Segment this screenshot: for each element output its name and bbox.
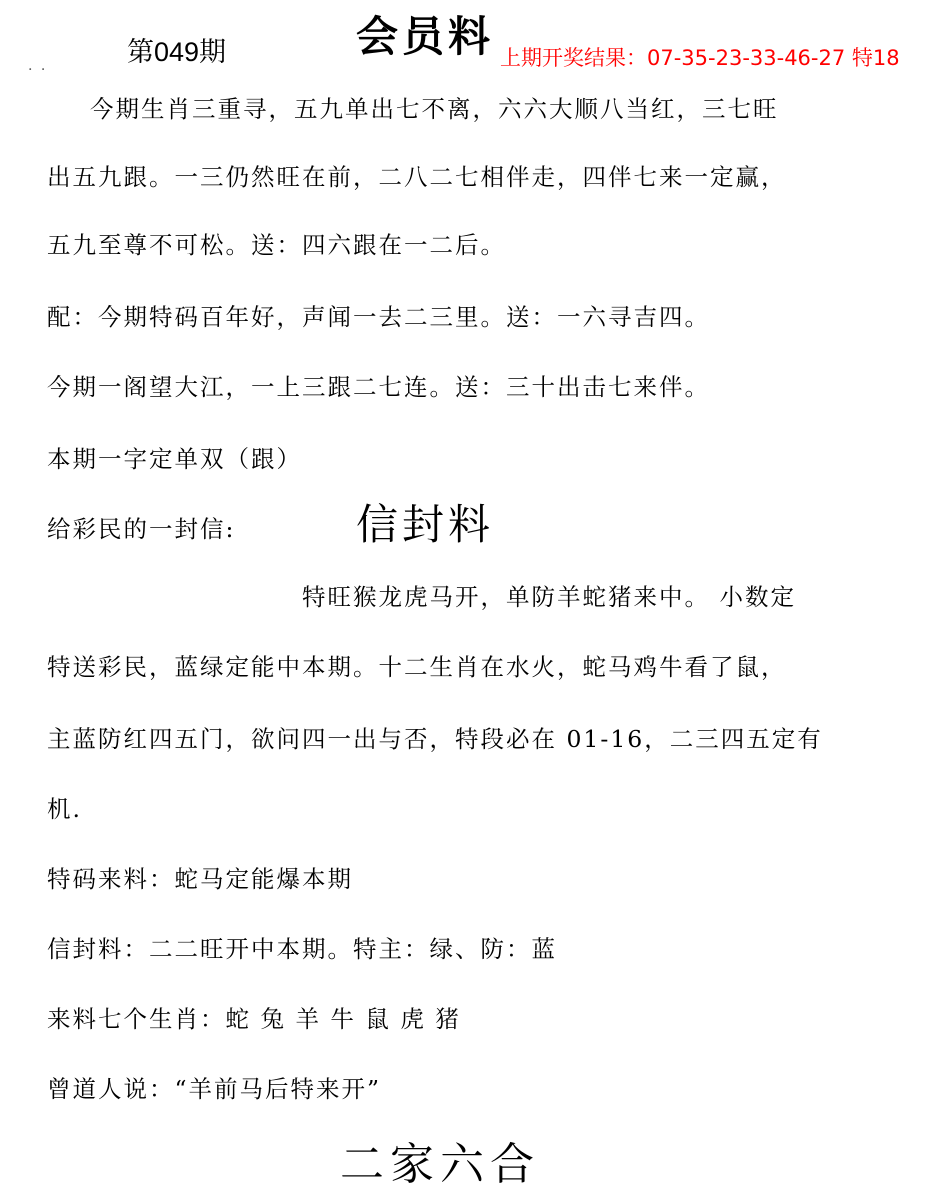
poem-line: 配：今期特码百年好，声闻一去二三里。送：一六寻吉四。 xyxy=(47,303,710,331)
letter-label: 给彩民的一封信: xyxy=(47,515,236,543)
last-draw-result: 上期开奖结果：07-35-23-33-46-27 特18 xyxy=(500,46,900,70)
letter-line: 特送彩民，蓝绿定能中本期。十二生肖在水火，蛇马鸡牛看了鼠， xyxy=(47,653,787,681)
poem-line: 出五九跟。一三仍然旺在前，二八二七相伴走，四伴七来一定赢， xyxy=(47,163,787,191)
tip-line: 曾道人说：“羊前马后特来开” xyxy=(47,1075,382,1103)
letter-line: 机. xyxy=(47,795,82,823)
section-title: 信封料 xyxy=(356,500,495,549)
issue-number: 第049期 xyxy=(127,37,227,67)
tip-line: 特码来料：蛇马定能爆本期 xyxy=(47,865,353,893)
poem-line: 本期一字定单双（跟） xyxy=(47,445,302,473)
footer-title: 二家六合 xyxy=(340,1139,540,1190)
letter-line: 特旺猴龙虎马开，单防羊蛇猪来中。 小数定 xyxy=(302,583,796,611)
letter-line: 主蓝防红四五门，欲问四一出与否，特段必在 01-16，二三四五定有 xyxy=(47,725,823,753)
poem-line: 五九至尊不可松。送：四六跟在一二后。 xyxy=(47,231,506,259)
scan-dots: . . xyxy=(28,58,48,74)
poem-line: 今期生肖三重寻，五九单出七不离，六六大顺八当红，三七旺 xyxy=(90,95,779,123)
poem-line: 今期一阁望大江，一上三跟二七连。送：三十出击七来伴。 xyxy=(47,373,710,401)
page-title: 会员料 xyxy=(356,12,495,61)
tip-line: 信封料：二二旺开中本期。特主：绿、防：蓝 xyxy=(47,935,557,963)
tip-line: 来料七个生肖：蛇 兔 羊 牛 鼠 虎 猪 xyxy=(47,1005,461,1033)
